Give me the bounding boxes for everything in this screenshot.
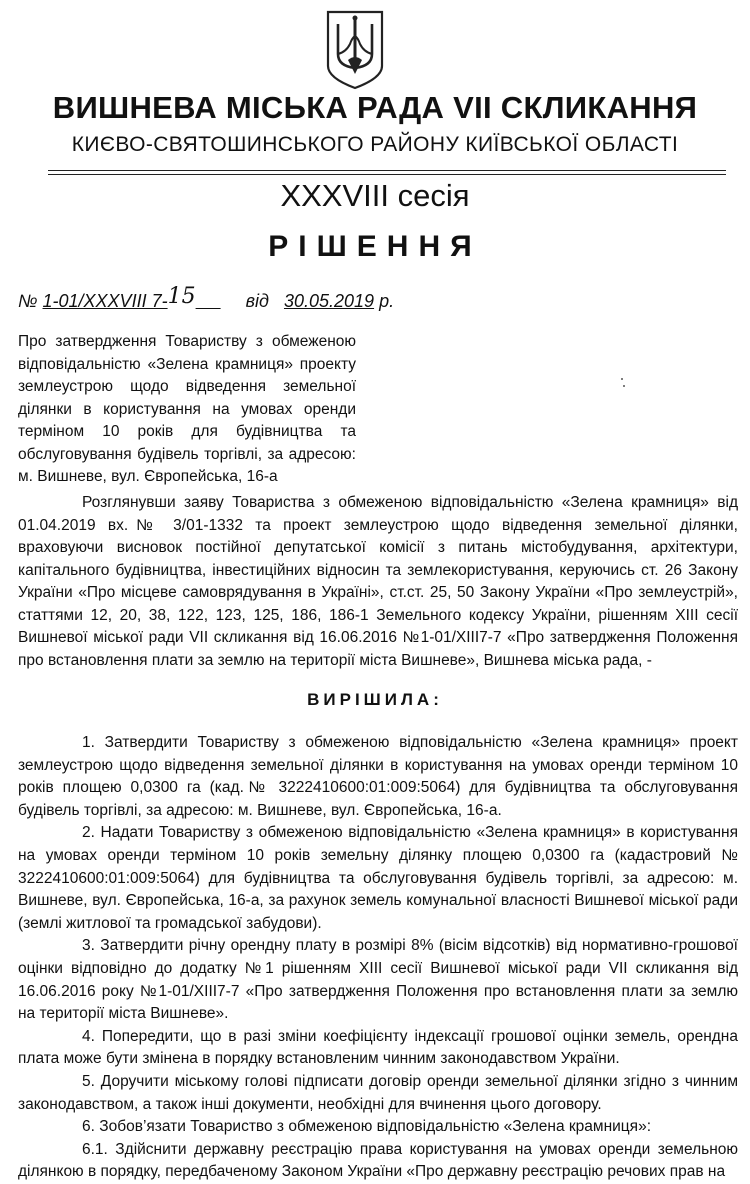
resolved-heading: ВИРІШИЛА: <box>307 690 443 709</box>
council-title: ВИШНЕВА МІСЬКА РАДА VII СКЛИКАННЯ <box>52 90 698 125</box>
session-title: XXXVIII сесія <box>280 178 470 213</box>
resolution-items <box>18 732 738 1184</box>
decision-number <box>42 284 221 311</box>
date-label: від <box>245 291 269 311</box>
resolution-item: 1. Затвердити Товариству з обмеженою відповідальністю «Зелена крамниця» проект землеустрою щодо відведення земельної ділянки в користування на умовах оренди терміном 10 років площею 0,0300 га (кад.№ 3222410600:01:009:5064) для будівництва та обслуговування будівель торгівлі, за адресою: м. Вишневе, вул. Європейська, 16-а. <box>18 734 738 819</box>
resolution-item: 5. Доручити міському голові підписати договір оренди земельної ділянки згідно з чинним законодавством, а також інші документи, необхідні для вчинення цього договору. <box>18 1072 738 1113</box>
resolution-item: 3. Затвердити річну орендну плату в розмірі 8% (вісім відсотків) від нормативно-грошової оцінки відповідно до додатку №1 рішенням XIII сесії Вишневої міської ради VII скликання від 16.06.2016 року №1-01/XIII7-7 «Про затвердження Положення про встановлення плати за землю на території міста Вишневе». <box>18 937 738 1023</box>
trident-emblem-icon <box>324 8 386 90</box>
resolution-item: 6. Зобов’язати Товариство з обмеженою відповідальністю «Зелена крамниця»: <box>82 1118 651 1136</box>
resolution-item: 4. Попередити, що в разі зміни коефіцієнту індексації грошової оцінки земель, орендна плата може бути змінена в порядку встановленим чинним законодавством України. <box>18 1027 738 1068</box>
scan-speck <box>621 378 623 380</box>
preamble-paragraph: Розглянувши заяву Товариства з обмеженою відповідальністю «Зелена крамниця» від 01.04.2019 вх.№ 3/01-1332 та проект землеустрою щодо відведення земельної ділянки, враховуючи висновок постійної депутатської комісії з питань містобудування, архітектури, капітального будівництва, інвестиційних відносин та землекористування, керуючись ст. 26 Закону України «Про місцеве самоврядування в Україні», ст.ст. 25, 50 Закону України «Про землеустрій», статтями 12, 20, 38, 122, 123, 125, 186, 186-1 Земельного кодексу України, рішенням XIII сесії Вишневої міської ради VII скликання від 16.06.2016 №1-01/XIII7-7 «Про затвердження Положення про встановлення плати за землю на території міста Вишневе», Вишнева міська рада, - <box>18 494 738 669</box>
header-divider-top <box>48 170 726 171</box>
resolution-item: 6.1. Здійснити державну реєстрацію права користування на умовах оренди земельною ділянкою в порядку, передбаченому Законом України «Про державну реєстрацію речових прав на <box>18 1140 738 1181</box>
year-suffix: р. <box>379 291 395 311</box>
decision-title: РІШЕННЯ <box>268 230 482 263</box>
decision-number-line <box>18 284 395 313</box>
header-divider-bottom <box>48 174 726 175</box>
number-label: № <box>18 291 38 311</box>
resolution-item: 2. Надати Товариству з обмеженою відповідальністю «Зелена крамниця» в користування на умовах оренди терміном 10 років земельну ділянку площею 0,0300 га (кадастровий № 3222410600:01:009:5064) для будівництва та обслуговування будівель торгівлі, за адресою: м. Вишневе, вул. Європейська, 16-а, за рахунок земель комунальної власності Вишневої міської ради (землі житлової та громадської забудови). <box>18 824 738 932</box>
decision-date: 30.05.2019 <box>283 291 375 311</box>
council-subtitle: КИЄВО-СВЯТОШИНСЬКОГО РАЙОНУ КИЇВСЬКОЇ ОБЛАСТІ <box>71 133 679 156</box>
decision-subject: Про затвердження Товариству з обмеженою відповідальністю «Зелена крамниця» проекту землеустрою щодо відведення земельної ділянки в користування на умовах оренди терміном 10 років для будівництва та обслуговування будівель торгівлі, за адресою: м. Вишневе, вул. Європейська, 16-а <box>18 333 356 485</box>
decision-number-handwritten: 15 <box>167 284 196 309</box>
decision-number-text: 1-01/XXXVIII 7- <box>42 291 168 311</box>
scan-speck <box>623 385 625 387</box>
